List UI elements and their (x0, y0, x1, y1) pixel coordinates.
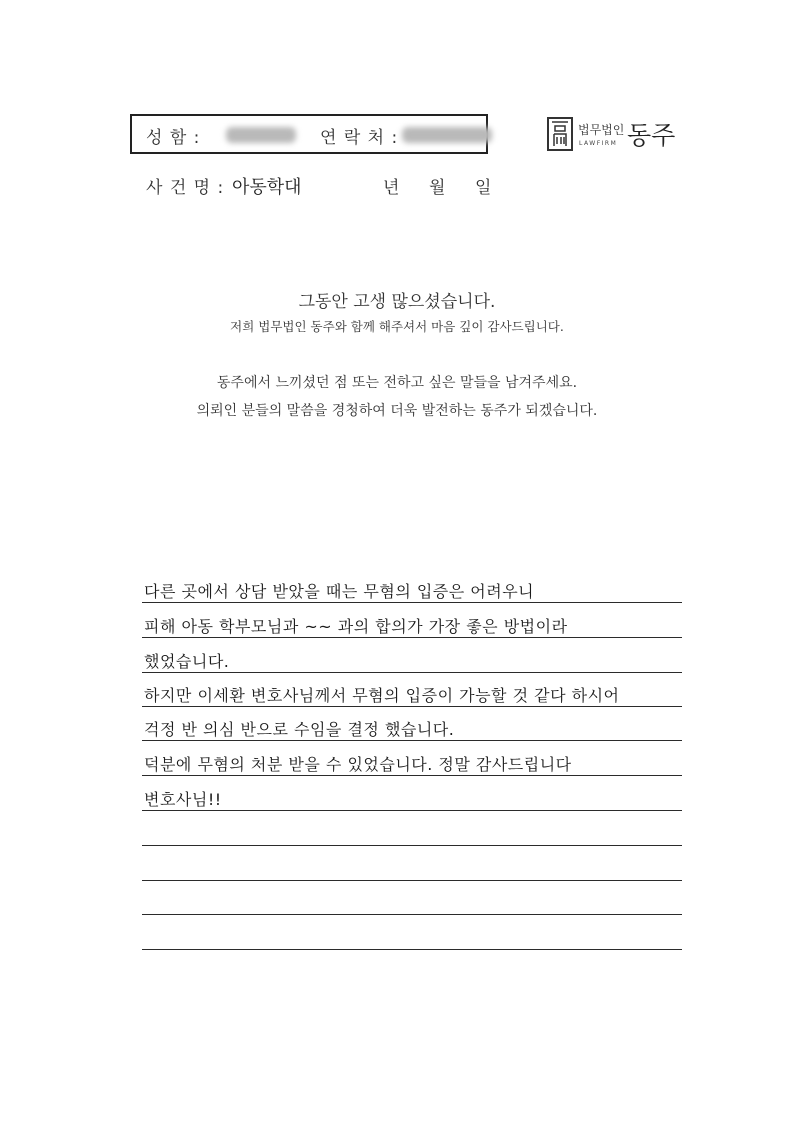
name-label: 성 함 : (146, 128, 201, 148)
case-value: 아동학대 (232, 177, 302, 198)
intro-promise: 의뢰인 분들의 말씀을 경청하여 더욱 발전하는 동주가 되겠습니다. (196, 403, 598, 419)
ruled-line (142, 949, 682, 950)
handwritten-line: 걱정 반 의심 반으로 수임을 결정 했습니다. (144, 720, 455, 739)
ruled-line (142, 810, 682, 811)
logo-big-text: 동주 (627, 121, 676, 150)
ruled-line (142, 775, 682, 776)
day-label: 일 (475, 178, 493, 198)
logo-english-text: LAWFIRM (579, 140, 618, 147)
handwritten-line: 덕분에 무혐의 처분 받을 수 있었습니다. 정말 감사드립니다 (144, 755, 572, 774)
lawfirm-seal-icon (547, 117, 573, 151)
handwritten-line: 피해 아동 학부모님과 ~~ 과의 합의가 가장 좋은 방법이라 (144, 617, 568, 636)
ruled-line (142, 672, 682, 673)
contact-label: 연 락 처 : (320, 128, 399, 148)
intro-thanks: 저희 법무법인 동주와 함께 해주셔서 마음 깊이 감사드립니다. (230, 319, 564, 334)
handwritten-line: 했었습니다. (144, 652, 230, 671)
case-label: 사 건 명 : (146, 178, 225, 198)
name-redacted (226, 127, 296, 143)
intro-request: 동주에서 느끼셨던 점 또는 전하고 싶은 말들을 남겨주세요. (216, 375, 578, 391)
handwritten-line: 하지만 이세환 변호사님께서 무혐의 입증이 가능할 것 같다 하시어 (144, 686, 620, 705)
logo-small-text: 법무법인 (578, 123, 625, 137)
ruled-line (142, 602, 682, 603)
ruled-line (142, 740, 682, 741)
handwritten-line: 변호사님!! (144, 790, 222, 809)
intro-title: 그동안 고생 많으셨습니다. (298, 292, 496, 312)
ruled-line (142, 880, 682, 881)
ruled-line (142, 845, 682, 846)
contact-redacted (402, 127, 492, 143)
ruled-line (142, 914, 682, 915)
handwritten-line: 다른 곳에서 상담 받았을 때는 무혐의 입증은 어려우니 (144, 582, 535, 601)
ruled-line (142, 706, 682, 707)
ruled-line (142, 637, 682, 638)
year-label: 년 (383, 178, 401, 198)
month-label: 월 (429, 178, 447, 198)
